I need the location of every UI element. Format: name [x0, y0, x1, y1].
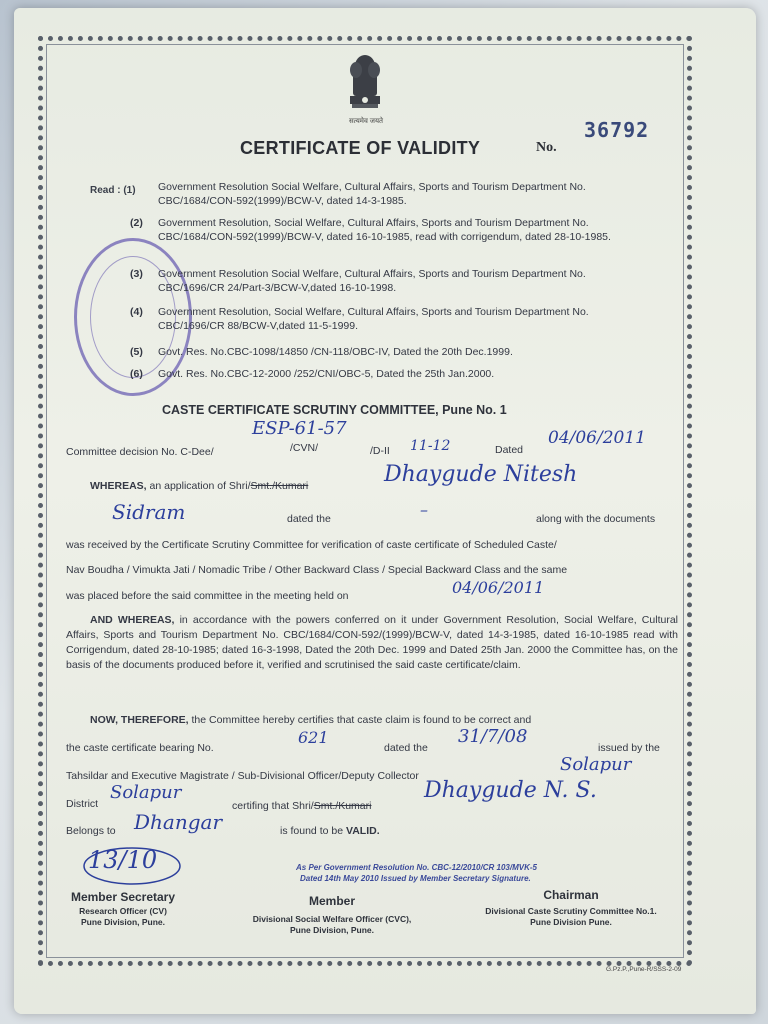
signatory-sub2: Pune Division, Pune.	[289, 925, 375, 935]
national-emblem-icon	[342, 52, 388, 122]
and-whereas-paragraph	[66, 613, 678, 673]
therefore-prefix: NOW, THEREFORE,	[90, 714, 189, 726]
decision-label: Committee decision No. C-Dee/	[66, 446, 214, 458]
reference-text: Government Resolution Social Welfare, Cultural Affairs, Sports and Tourism Department No. CBC/1696/CR 24/Part-3/BCW-V,dated 16-10-1998.	[158, 268, 586, 294]
collector-place-handwritten: Solapur	[560, 754, 632, 775]
number-label: No.	[536, 140, 557, 155]
reference-text: Government Resolution, Social Welfare, Cultural Affairs, Sports and Tourism Department No. CBC/1696/CR 88/BCW-V,dated 11-5-1999.	[158, 306, 589, 332]
reference-item	[130, 345, 618, 359]
therefore-certifying	[232, 800, 371, 812]
whereas-text1: an application of Shri/	[146, 480, 251, 492]
reference-number: (3)	[130, 268, 143, 280]
reference-item	[130, 267, 618, 295]
district-handwritten: Solapur	[110, 782, 182, 803]
caste-cert-date-handwritten: 31/7/08	[458, 726, 528, 747]
reference-item	[130, 180, 618, 208]
whereas-dash-handwritten: –	[420, 500, 428, 519]
signatory-title: Chairman	[543, 888, 599, 902]
whereas-line5: was placed before the said committee in the meeting held on	[66, 590, 349, 602]
therefore-text1: the Committee hereby certifies that caste claim is found to be correct and	[188, 714, 532, 726]
therefore-line1	[90, 714, 531, 726]
reference-text: Govt. Res. No.CBC-12-2000 /252/CNI/OBC-5, Dated the 25th Jan.2000.	[158, 368, 495, 380]
reference-text: Government Resolution, Social Welfare, Cultural Affairs, Sports and Tourism Department No. CBC/1684/CON-592(1999)/BCW-V, dated 16-10-1985, read with corrigendum, dated 28-10-1985.	[158, 217, 611, 243]
reference-text: Govt. Res. No.CBC-1098/14850 /CN-118/OBC-IV, Dated the 20th Dec.1999.	[158, 346, 513, 358]
applicant-name-handwritten: Dhaygude Nitesh	[384, 462, 578, 487]
therefore-line2a: the caste certificate bearing No.	[66, 742, 214, 754]
decision-dated-label: Dated	[495, 444, 524, 456]
reference-number: (5)	[130, 346, 143, 358]
reference-number: (4)	[130, 306, 143, 318]
valid-word: VALID.	[345, 825, 380, 837]
decision-year-handwritten: 11-12	[410, 438, 451, 454]
whereas-line4: Nav Boudha / Vimukta Jati / Nomadic Tribe / Other Backward Class / Special Backward Class and the same	[66, 564, 568, 576]
certifying-struck: Smt./Kumari	[313, 800, 372, 812]
signatory-sub1: Divisional Social Welfare Officer (CVC),	[252, 914, 412, 924]
resolution-note	[296, 862, 537, 884]
signatory-title: Member Secretary	[70, 890, 176, 904]
applicant-father-handwritten: Sidram	[112, 500, 186, 524]
therefore-line2b: dated the	[384, 742, 428, 754]
whereas-along: along with the documents	[536, 513, 656, 525]
whereas-dated-the: dated the	[287, 513, 331, 525]
whereas-struck: Smt./Kumari	[250, 480, 309, 492]
decision-code-handwritten: ESP-61-57	[252, 418, 347, 439]
certifying-text: certifing that Shri/	[232, 800, 314, 812]
reference-number: (2)	[130, 217, 143, 229]
caste-handwritten: Dhangar	[134, 810, 223, 834]
whereas-line1	[90, 480, 308, 492]
signatory-title: Member	[308, 894, 355, 908]
reference-item	[130, 367, 618, 381]
reference-number: (6)	[130, 368, 143, 380]
decision-date-handwritten: 04/06/2011	[548, 428, 646, 448]
signatory-chairman	[456, 888, 686, 928]
whereas-line3: was received by the Certificate Scrutiny Committee for verification of caste certificate of Scheduled Caste/	[66, 539, 557, 551]
therefore-line2c: issued by the	[598, 742, 660, 754]
and-whereas-text: in accordance with the powers conferred on it under Government Resolution, Social Welfare, Cultural Affairs, Sports and Tourism Department No. CBC/1684/CON-592/(1999)/BCW-V, dated 14-3-1985, dated 16-10-1985 read with Corrigendum, dated 28-10-1985; dated 16-3-1998, Dated the 20th Dec. 1999 and Dated 25th Jan. 2000 the Committee has, on the basis of the documents produced before it, verified and scrutinised the said caste certificate/claim.	[66, 614, 678, 671]
decision-dii: /D-II	[370, 445, 390, 457]
belongs-label: Belongs to	[66, 825, 116, 837]
signatory-sub1: Research Officer (CV)	[79, 906, 167, 916]
valid-line	[280, 825, 380, 837]
caste-cert-number-handwritten: 621	[298, 728, 329, 747]
certified-name-handwritten: Dhaygude N. S.	[424, 778, 597, 803]
certificate-number: 36792	[584, 118, 650, 142]
valid-text: is found to be	[280, 825, 344, 837]
and-whereas-prefix: AND WHEREAS,	[90, 614, 175, 626]
certificate-title: CERTIFICATE OF VALIDITY	[240, 138, 481, 158]
member-secretary-signature: 13/10	[88, 846, 158, 874]
decision-cvn: /CVN/	[290, 442, 319, 454]
reference-item	[130, 305, 618, 333]
reference-text: Government Resolution Social Welfare, Cultural Affairs, Sports and Tourism Department No. CBC/1684/CON-592(1999)/BCW-V, dated 14-3-1985.	[158, 181, 586, 207]
signatory-sub2: Pune Division Pune.	[530, 917, 612, 927]
reference-item	[130, 216, 618, 244]
signatory-sub1: Divisional Caste Scrutiny Committee No.1.	[485, 906, 657, 916]
signatory-sub2: Pune Division, Pune.	[80, 917, 166, 927]
note-line1: As Per Government Resolution No. CBC-12/2010/CR 103/MVK-5	[296, 863, 537, 872]
emblem-caption: सत्यमेव जयते	[348, 118, 384, 125]
signatory-member-secretary	[58, 890, 188, 928]
therefore-line3: Tahsildar and Executive Magistrate / Sub-Divisional Officer/Deputy Collector	[66, 770, 419, 782]
signatory-member	[222, 894, 442, 936]
committee-title: CASTE CERTIFICATE SCRUTINY COMMITTEE, Pune No. 1	[162, 403, 507, 417]
note-line2: Dated 14th May 2010 Issued by Member Secretary Signature.	[300, 874, 531, 883]
meeting-date-handwritten: 04/06/2011	[452, 578, 545, 597]
read-label: Read : (1)	[90, 185, 136, 196]
district-label: District	[66, 798, 99, 810]
whereas-prefix: WHEREAS,	[90, 480, 147, 492]
signature-loop-icon	[80, 842, 190, 888]
footer-code: G.Pz.P.,Pune-R/SSS-2-09	[606, 966, 682, 973]
